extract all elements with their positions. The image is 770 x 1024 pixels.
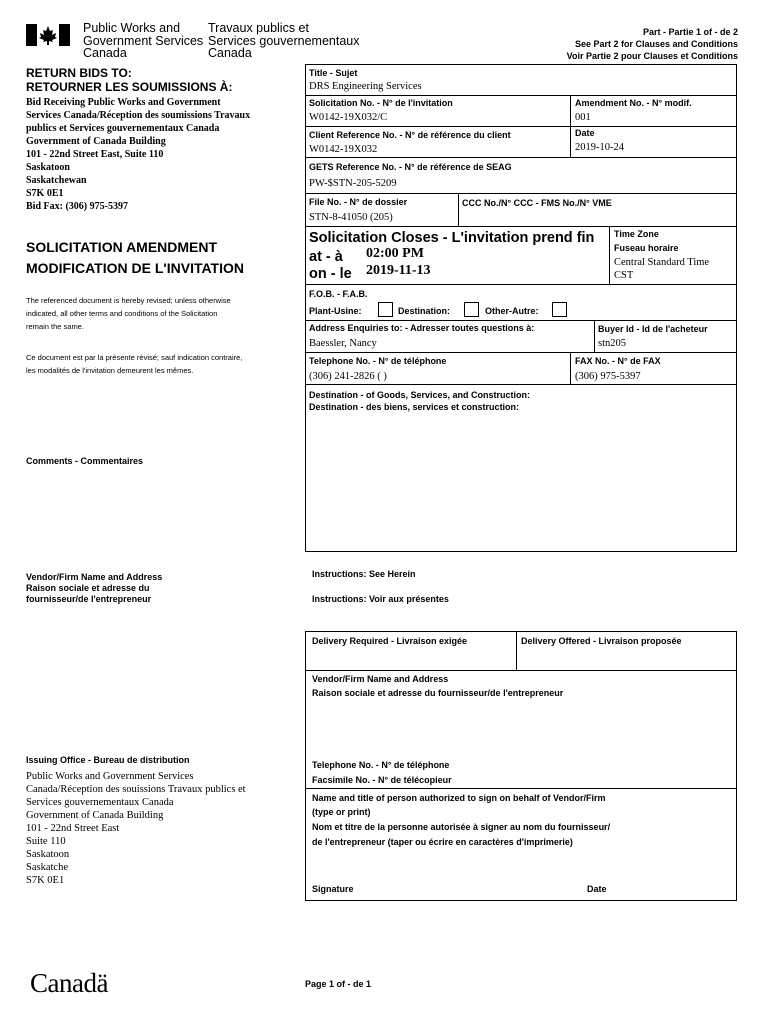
vendor-fax-label: Facsimile No. - N° de télécopieur — [312, 775, 452, 785]
closes-at-label: at - à — [309, 249, 343, 265]
signature-date-label: Date — [587, 884, 607, 894]
issuing-office-label: Issuing Office - Bureau de distribution — [26, 755, 190, 765]
phone-value: (306) 241-2826 ( ) — [309, 371, 387, 382]
plant-checkbox[interactable] — [378, 302, 393, 317]
date-label: Date — [575, 128, 595, 138]
page-number: Page 1 of - de 1 — [305, 979, 372, 989]
destination-fob-label: Destination: — [398, 306, 451, 316]
title-label: Title - Sujet — [309, 68, 358, 78]
time-zone-label-fr: Fuseau horaire — [614, 243, 679, 253]
enquiries-label: Address Enquiries to: - Adresser toutes questions à: — [309, 323, 535, 333]
authorized-person-note-fr: de l'entrepreneur (taper ou écrire en caractères d'imprimerie) — [312, 837, 573, 847]
destination-goods-label-fr: Destination - des biens, services et construction: — [309, 402, 520, 412]
amendment-title: SOLICITATION AMENDMENT MODIFICATION DE L'INVITATION — [26, 239, 244, 276]
return-bids-title: RETURN BIDS TO: RETOURNER LES SOUMISSIONS À: — [26, 66, 233, 94]
amendment-note-fr: Ce document est par la présente révisé; sauf indication contraire, les modalités de l'invitation demeurent les mêmes. — [26, 353, 243, 375]
fax-value: (306) 975-5397 — [575, 371, 641, 382]
file-no-label: File No. - N° de dossier — [309, 197, 408, 207]
part-info: Part - Partie 1 of - de 2 See Part 2 for Clauses and Conditions Voir Partie 2 pour Clauses et Conditions — [566, 27, 738, 61]
issuing-office-address: Public Works and Government Services Canada/Réception des souissions Travaux publics et Services gouvernementaux Canada Government of Canada Building 101 - 22nd Street East Suite 110 Saskatoon Saskatche S7K 0E1 — [26, 771, 246, 886]
solicitation-no-label: Solicitation No. - N° de l'invitation — [309, 98, 453, 108]
buyer-id-value: stn205 — [598, 338, 627, 349]
time-zone-value: Central Standard Time — [614, 257, 710, 268]
destination-goods-label: Destination - of Goods, Services, and Construction: — [309, 390, 531, 400]
other-checkbox[interactable] — [552, 302, 567, 317]
department-name-en: Public Works and Government Services Canada — [83, 21, 204, 60]
client-ref-value: W0142-19X032 — [309, 144, 378, 155]
vendor-firm-label: Vendor/Firm Name and Address Raison sociale et adresse du fournisseur/de l'entrepreneur — [26, 572, 163, 604]
file-no-value: STN-8-41050 (205) — [309, 212, 393, 223]
amendment-note-en: The referenced document is hereby revised; unless otherwise indicated, all other terms and conditions of the Solicitation remain the same. — [26, 296, 231, 331]
enquiries-value: Baessler, Nancy — [309, 338, 377, 349]
fax-label: FAX No. - N° de FAX — [575, 356, 661, 366]
department-name-fr: Travaux publics et Services gouvernementaux Canada — [208, 21, 360, 60]
closes-on-value: 2019-11-13 — [366, 263, 431, 278]
solicitation-closes-label: Solicitation Closes - L'invitation prend fin — [309, 230, 595, 246]
title-value: DRS Engineering Services — [309, 81, 422, 92]
time-zone-label: Time Zone — [614, 229, 659, 239]
delivery-offered-label: Delivery Offered - Livraison proposée — [521, 636, 682, 646]
signature-label: Signature — [312, 884, 354, 894]
phone-label: Telephone No. - N° de téléphone — [309, 356, 447, 366]
client-ref-label: Client Reference No. - N° de référence du client — [309, 130, 511, 140]
date-value: 2019-10-24 — [575, 142, 624, 153]
instructions-en: Instructions: See Herein — [312, 569, 416, 579]
plant-label: Plant-Usine: — [309, 306, 362, 316]
gets-ref-value: PW-$STN-205-5209 — [309, 178, 397, 189]
vendor-name-label: Vendor/Firm Name and Address — [312, 674, 449, 684]
solicitation-no-value: W0142-19X032/C — [309, 112, 388, 123]
destination-checkbox[interactable] — [464, 302, 479, 317]
comments-label: Comments - Commentaires — [26, 456, 144, 466]
ccc-no-label: CCC No./N° CCC - FMS No./N° VME — [462, 198, 612, 208]
delivery-required-label: Delivery Required - Livraison exigée — [312, 636, 468, 646]
canada-wordmark: Canadä — [30, 968, 108, 998]
authorized-person-note: (type or print) — [312, 807, 371, 817]
other-label: Other-Autre: — [485, 306, 539, 316]
buyer-id-label: Buyer Id - Id de l'acheteur — [598, 324, 708, 334]
time-zone-abbrev: CST — [614, 270, 634, 281]
canada-flag-icon — [26, 24, 70, 46]
amendment-no-label: Amendment No. - N° modif. — [575, 98, 692, 108]
authorized-person-label-fr: Nom et titre de la personne autorisée à signer au nom du fournisseur/ — [312, 822, 611, 832]
vendor-name-label-fr: Raison sociale et adresse du fournisseur/de l'entrepreneur — [312, 688, 564, 698]
closes-at-value: 02:00 PM — [366, 246, 424, 261]
instructions-fr: Instructions: Voir aux présentes — [312, 594, 449, 604]
gets-ref-label: GETS Reference No. - N° de référence de SEAG — [309, 162, 512, 172]
authorized-person-label: Name and title of person authorized to sign on behalf of Vendor/Firm — [312, 793, 606, 803]
fob-label: F.O.B. - F.A.B. — [309, 289, 368, 299]
amendment-no-value: 001 — [575, 112, 591, 123]
vendor-telephone-label: Telephone No. - N° de téléphone — [312, 760, 450, 770]
return-bids-address: Bid Receiving Public Works and Government Services Canada/Réception des soumissions Travaux publics et Services gouvernementaux Canada Government of Canada Building 101 - 22nd Street East, Suite 110 Saskatoon Saskatchewan S7K 0E1 Bid Fax: (306) 975-5397 — [26, 97, 251, 212]
closes-on-label: on - le — [309, 266, 352, 282]
